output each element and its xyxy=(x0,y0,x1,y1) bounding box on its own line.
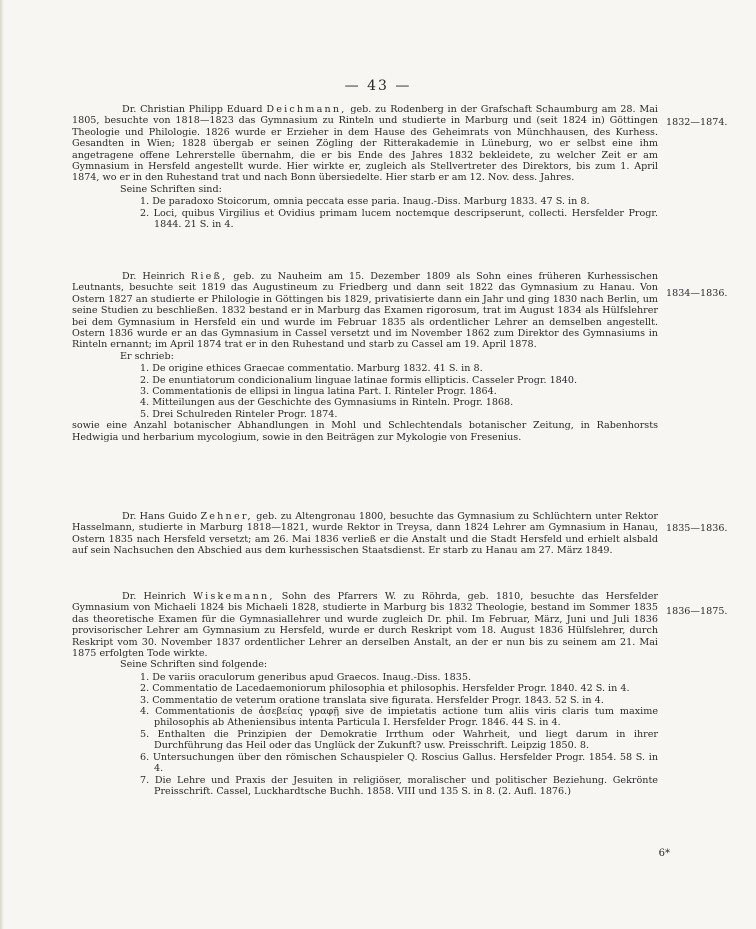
publication-item: 2. De enuntiatorum condicionalium linguae latinae formis ellipticis. Casseler Progr. 1840. xyxy=(140,374,578,386)
entry-lead: Seine Schriften sind folgende: xyxy=(120,659,268,671)
entry-years: 1832—1874. xyxy=(666,117,728,128)
publication-item: 7. Die Lehre und Praxis der Jesuiten in religiöser, moralischer und politischer Beziehung. Gekrönte Preisschrift. Cassel, Luckhardtsche Buchh. 1858. VIII und 135 S. in 8. (2. Aufl. 1876.) xyxy=(140,774,658,797)
publication-list xyxy=(72,363,658,420)
entry-body: Sohn des Pfarrers W. zu Röhrda, geb. 1810, besuchte das Hersfelder Gymnasium von Michaeli 1824 bis Michaeli 1828, studierte in Marburg bis 1832 Theologie, bestand im Sommer 1835 das theoretische Examen für die Gymnasiallehrer und wurde zugleich Dr. phil. Im Februar, März, Juni und Juli 1836 provisorischer Lehrer am Gymnasium zu Hersfeld, wurde er durch Reskript vom 18. August 1836 Hülfslehrer, durch Reskript vom 30. November 1837 ordentlicher Lehrer an derselben Anstalt, an der er nun bis zu seinem am 21. Mai 1875 erfolgten Tode wirkte. xyxy=(72,591,658,660)
publication-list xyxy=(72,672,658,797)
entry-lead: Seine Schriften sind: xyxy=(120,183,222,195)
publication-item: 2. Commentatio de Lacedaemoniorum philosophia et philosophis. Hersfelder Progr. 1840. 42 S. in 4. xyxy=(140,683,630,695)
publication-item: 5. Drei Schulreden Rinteler Progr. 1874. xyxy=(140,408,338,420)
entry-paragraph xyxy=(72,591,658,659)
entry-name: Wiskemann, xyxy=(193,591,275,602)
publication-item: 2. Loci, quibus Virgilius et Ovidius primam lucem noctemque descripserunt, collecti. Hersfelder Progr. 1844. 21 S. in 4. xyxy=(140,207,658,231)
entry-name: Rieß, xyxy=(190,271,228,282)
entry-years: 1836—1875. xyxy=(666,606,728,617)
entry-name: Deichmann, xyxy=(266,104,347,115)
page-number: — 43 — xyxy=(344,78,412,94)
publication-item: 5. Enthalten die Prinzipien der Demokratie Irrthum oder Wahrheit, und liegt darum in ihrer Durchführung das Heil oder das Unglück der Zukunft? usw. Preisschrift. Leipzig 1850. 8. xyxy=(140,728,658,752)
entry-paragraph xyxy=(72,104,658,184)
page-edge-shadow xyxy=(0,0,4,929)
biography-entry xyxy=(72,271,658,443)
entry-intro: Dr. Heinrich xyxy=(122,271,185,282)
publication-item: 1. De paradoxo Stoicorum, omnia peccata esse paria. Inaug.-Diss. Marburg 1833. 47 S. in 8. xyxy=(140,196,590,208)
entry-name: Zehner, xyxy=(200,511,253,522)
biography-entry xyxy=(72,104,658,230)
biography-entry xyxy=(72,591,658,797)
entry-after: sowie eine Anzahl botanischer Abhandlungen in Mohl und Schlechtendals botanischer Zeitung, in Rabenhorsts Hedwigia und herbarium mycologium, sowie in den Beiträgen zur Mykologie von Fresenius. xyxy=(72,420,658,443)
entry-intro: Dr. Christian Philipp Eduard xyxy=(122,104,263,115)
signature-mark: 6* xyxy=(658,848,670,859)
entry-years: 1834—1836. xyxy=(666,288,728,299)
entry-paragraph xyxy=(72,511,658,557)
publication-list xyxy=(72,196,658,230)
publication-item: 4. Commentationis de ἀσεβείας γραφῇ sive de impietatis actione tum aliis viris claris tum maxime philosophis ab Atheniensibus intenta Particula I. Hersfelder Progr. 1846. 44 S. in 4. xyxy=(140,706,658,729)
entry-lead: Er schrieb: xyxy=(120,350,174,362)
publication-item: 1. De origine ethices Graecae commentatio. Marburg 1832. 41 S. in 8. xyxy=(140,363,483,375)
entry-body: geb. zu Nauheim am 15. Dezember 1809 als Sohn eines früheren Kurhessischen Leutnants, besuchte seit 1819 das Augustineum zu Friedberg und dann seit 1822 das Gymnasium zu Hanau. Von Ostern 1827 an studierte er Philologie in Göttingen bis 1829, privatisierte dann ein Jahr und ging 1830 nach Berlin, um seine Studien zu beschließen. 1832 bestand er in Marburg das Examen rigorosum, trat im August 1834 als Hülfslehrer bei dem Gymnasium in Hersfeld ein und wurde im Februar 1835 als ordentlicher Lehrer an demselben angestellt. Ostern 1836 wurde er an das Gymnasium in Cassel versetzt und im November 1862 zum Direktor des Gymnasiums in Rinteln ernannt; im April 1874 trat er in den Ruhestand und starb zu Cassel am 19. April 1878. xyxy=(72,271,658,351)
entry-intro: Dr. Heinrich xyxy=(122,591,186,602)
entry-paragraph xyxy=(72,271,658,351)
entry-years: 1835—1836. xyxy=(666,523,728,534)
publication-item: 1. De variis oraculorum generibus apud Graecos. Inaug.-Diss. 1835. xyxy=(140,671,471,683)
publication-item: 3. Commentationis de ellipsi in lingua latina Part. I. Rinteler Progr. 1864. xyxy=(140,386,497,398)
publication-item: 6. Untersuchungen über den römischen Schauspieler Q. Roscius Gallus. Hersfelder Progr. 1854. 58 S. in 4. xyxy=(140,751,658,775)
biography-entry xyxy=(72,511,658,557)
entry-intro: Dr. Hans Guido xyxy=(122,511,198,522)
publication-item: 4. Mitteilungen aus der Geschichte des Gymnasiums in Rinteln. Progr. 1868. xyxy=(140,397,514,409)
publication-item: 3. Commentatio de veterum oratione translata sive figurata. Hersfelder Progr. 1843. 52 S. in 4. xyxy=(140,694,604,706)
entry-body: geb. zu Altengronau 1800, besuchte das Gymnasium zu Schlüchtern unter Rektor Hasselmann, studierte in Marburg 1818—1821, wurde Rektor in Treysa, dann 1824 Lehrer am Gymnasium in Hanau, Ostern 1835 nach Hersfeld versetzt; am 26. Mai 1836 verließ er die Anstalt und die Stadt Hersfeld und erhielt alsbald auf sein Nachsuchen den Abschied aus dem kurhessischen Staatsdienst. Er starb zu Hanau am 27. März 1849. xyxy=(72,511,658,557)
entry-body: geb. zu Rodenberg in der Grafschaft Schaumburg am 28. Mai 1805, besuchte von 1818—1823 das Gymnasium zu Rinteln und studierte in Marburg und (seit 1824 in) Göttingen Theologie und Philologie. 1826 wurde er Erzieher in dem Hause des Geheimrats von Münchhausen, des Kurhess. Gesandten in Wien; 1828 übergab er seinen Zögling der Ritterakademie in Lüneburg, wo er selbst eine ihm angetragene offene Lehrerstelle übernahm, die er bis Ende des Jahres 1832 bekleidete, zu welcher Zeit er am Gymnasium in Hersfeld angestellt wurde. Hier wirkte er, zugleich als Stellvertreter des Direktors, bis zum 1. April 1874, wo er in den Ruhestand trat und nach Bonn übersiedelte. Hier starb er am 12. Nov. dess. Jahres. xyxy=(72,104,658,184)
